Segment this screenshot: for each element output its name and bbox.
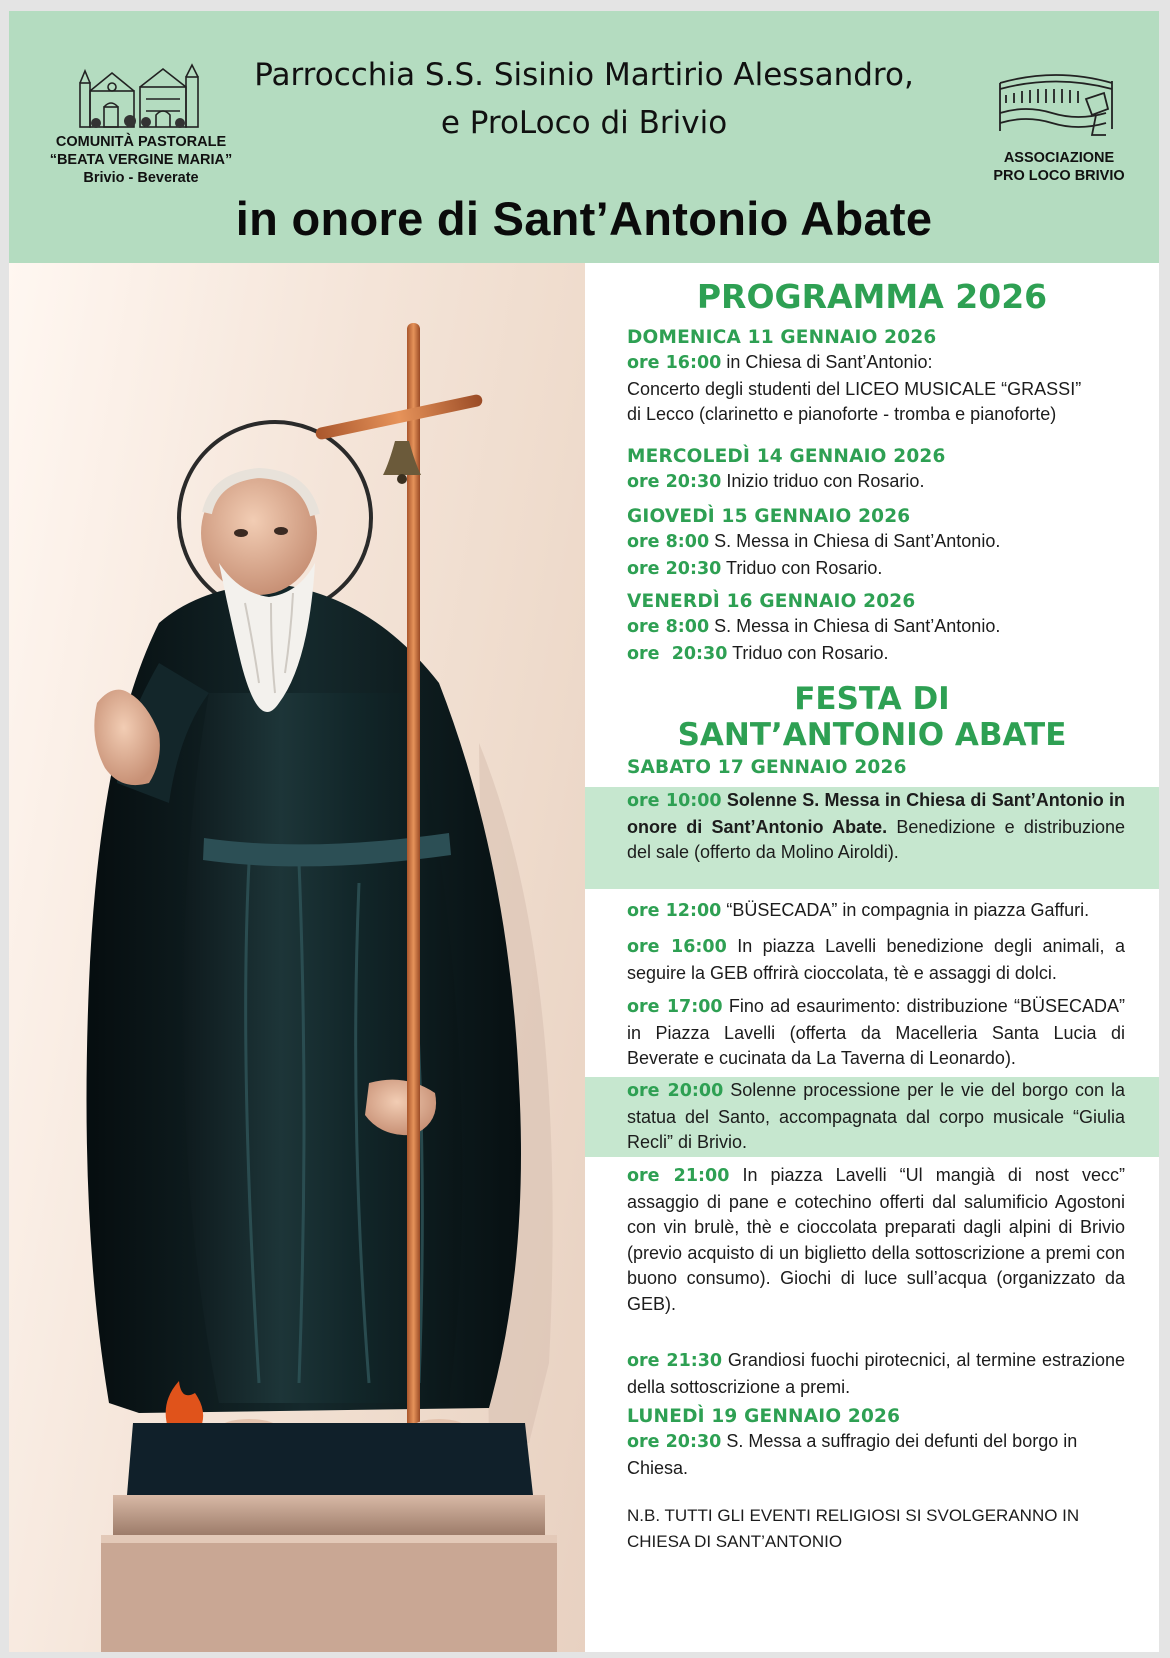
event-item <box>627 529 1125 582</box>
event-text: Inizio triduo con Rosario. <box>726 471 925 491</box>
event-text-cont: Concerto degli studenti del LICEO MUSICALE “GRASSI” <box>627 378 1082 399</box>
statue-photo <box>9 263 585 1652</box>
program-title: PROGRAMMA 2026 <box>696 277 1048 316</box>
proloco-logo <box>973 69 1145 185</box>
event-text: In piazza Lavelli “Ul mangià di nost vecc” assaggio di pane e cotechino offerti dal salumificio Agostoni con vin brulè, thè e cioccolata preparati dagli alpini di Brivio (previo acquisto di un biglietto della sottoscrizione a premi con buono consumo). Giochi di luce sull’acqua (organizzato da GEB). <box>627 1165 1125 1314</box>
event-time: ore 12:00 <box>627 901 722 921</box>
event-text: In piazza Lavelli benedizione degli animali, a seguire la GEB offrirà cioccolata, tè e assaggi di dolci. <box>627 936 1125 983</box>
event-time: ore 8:00 <box>627 532 710 552</box>
note-line1: N.B. TUTTI GLI EVENTI RELIGIOSI SI SVOLGERANNO IN <box>627 1506 1080 1525</box>
note-line2: CHIESA DI SANT’ANTONIO <box>627 1531 843 1551</box>
day-heading: GIOVEDÌ 15 GENNAIO 2026 <box>627 506 911 527</box>
day-heading: DOMENICA 11 GENNAIO 2026 <box>627 327 937 348</box>
event-item <box>627 614 1125 667</box>
event-time: ore 10:00 <box>627 791 722 811</box>
event-time: ore 21:00 <box>627 1166 730 1186</box>
bridge-icon <box>996 69 1122 145</box>
left-logo-line2: “BEATA VERGINE MARIA” <box>49 152 233 168</box>
event-text: “BÜSECADA” in compagnia in piazza Gaffuri. <box>726 900 1090 920</box>
event-text: Benedizione e distribuzione del sale (offerto da Molino Airoldi). <box>627 816 1125 862</box>
event-text: Solenne processione per le vie del borgo con la statua del Santo, accompagnata dal corpo musicale “Giulia Recli” di Brivio. <box>627 1080 1125 1152</box>
event-text-cont: di Lecco (clarinetto e pianoforte - tromba e pianoforte) <box>627 404 1057 424</box>
left-logo-line1: COMUNITÀ PASTORALE <box>55 134 227 150</box>
program-panel <box>585 263 1159 1652</box>
event-item <box>627 469 1125 496</box>
event-text-bold: Solenne S. Messa in Chiesa di Sant’Antonio in onore di Sant’Antonio Abate. <box>627 790 1125 837</box>
parish-heading <box>224 51 944 147</box>
parish-line1: Parrocchia S.S. Sisinio Martirio Alessandro, <box>254 57 914 93</box>
day-heading: LUNEDÌ 19 GENNAIO 2026 <box>627 1406 901 1427</box>
event-time: ore 20:30 <box>627 1432 722 1452</box>
event-item <box>627 994 1125 1072</box>
event-item <box>627 1078 1125 1156</box>
event-text: S. Messa a suffragio dei defunti del borgo in Chiesa. <box>627 1431 1078 1478</box>
festa-title-line2: SANT’ANTONIO ABATE <box>677 717 1067 753</box>
event-item <box>627 1348 1125 1400</box>
right-logo-line1: ASSOCIAZIONE <box>1003 150 1115 166</box>
event-item <box>627 1163 1125 1317</box>
event-time: ore 20:30 <box>627 643 728 664</box>
event-text: Triduo con Rosario. <box>726 557 883 578</box>
parish-line2: e ProLoco di Brivio <box>440 105 728 141</box>
event-time: ore 20:00 <box>627 1081 724 1101</box>
festa-title <box>585 681 1159 753</box>
header-banner <box>9 11 1159 263</box>
event-time: ore 16:00 <box>627 353 722 373</box>
event-time: ore 8:00 <box>627 617 710 637</box>
event-text: Triduo con Rosario. <box>732 642 889 663</box>
event-item <box>627 934 1125 986</box>
event-item <box>627 788 1125 866</box>
page-title: in onore di Sant’Antonio Abate <box>235 192 933 245</box>
church-icon <box>76 57 206 129</box>
festa-title-line1: FESTA DI <box>794 681 950 717</box>
event-item <box>627 898 1125 925</box>
event-text: S. Messa in Chiesa di Sant’Antonio. <box>714 531 1001 551</box>
event-time: ore 21:30 <box>627 1351 723 1371</box>
event-text: in Chiesa di Sant’Antonio: <box>726 352 933 372</box>
saint-anthony-statue-illustration <box>9 263 585 1652</box>
event-time: ore 20:30 <box>627 472 722 492</box>
day-heading: MERCOLEDÌ 14 GENNAIO 2026 <box>627 446 946 467</box>
event-text: S. Messa in Chiesa di Sant’Antonio. <box>714 616 1001 636</box>
day-heading: VENERDÌ 16 GENNAIO 2026 <box>627 591 916 612</box>
pastoral-community-logo <box>41 57 241 187</box>
event-text: Fino ad esaurimento: distribuzione “BÜSECADA” in Piazza Lavelli (offerta da Macelleria Santa Lucia di Beverate e cucinata da La Taverna di Leonardo). <box>627 996 1125 1068</box>
poster <box>9 11 1159 1652</box>
event-text: Grandiosi fuochi pirotecnici, al termine estrazione della sottoscrizione a premi. <box>627 1350 1125 1397</box>
right-logo-line2: PRO LOCO BRIVIO <box>993 168 1125 184</box>
event-time: ore 16:00 <box>627 937 727 957</box>
event-item <box>627 350 1125 428</box>
event-time: ore 17:00 <box>627 997 723 1017</box>
festa-date: SABATO 17 GENNAIO 2026 <box>627 757 907 778</box>
event-time: ore 20:30 <box>627 558 722 579</box>
footer-note <box>627 1503 1125 1554</box>
event-item <box>627 1429 1125 1481</box>
left-logo-line3: Brivio - Beverate <box>83 170 199 186</box>
